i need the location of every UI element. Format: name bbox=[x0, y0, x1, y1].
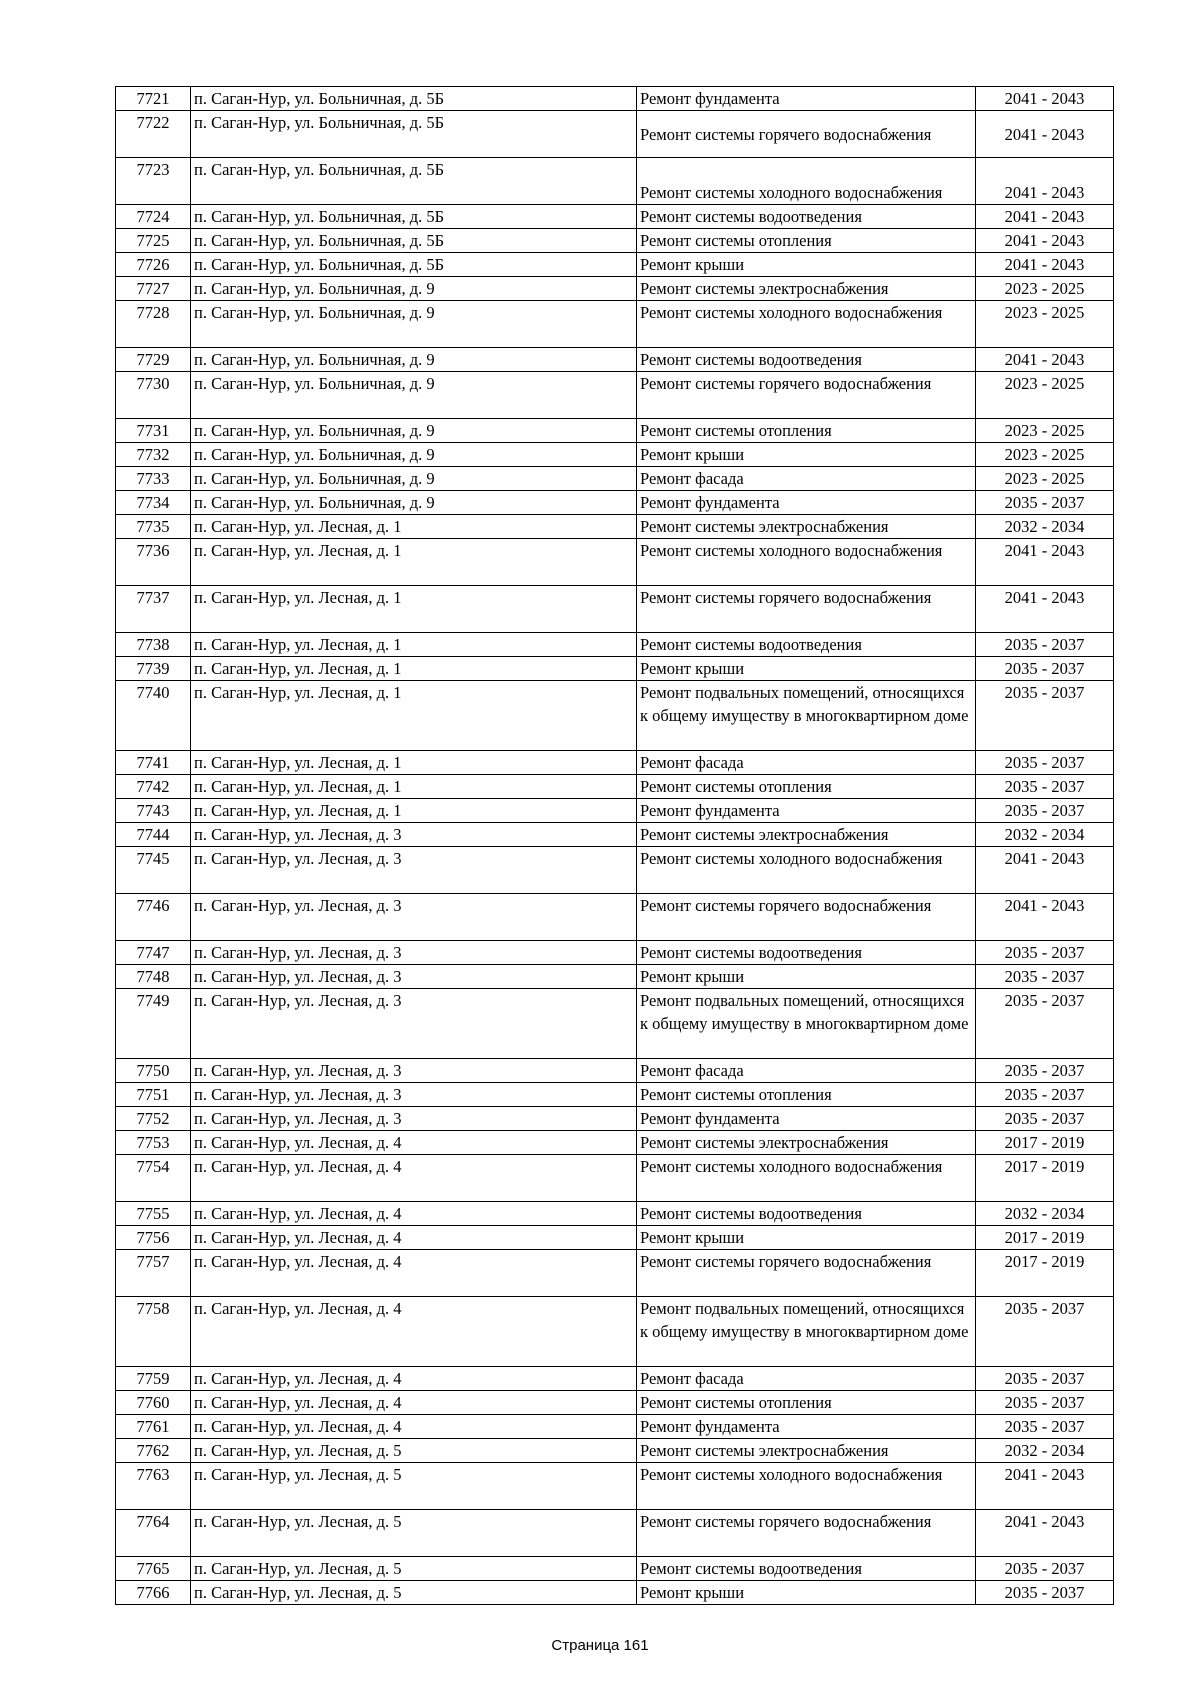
address-cell: п. Саган-Нур, ул. Больничная, д. 9 bbox=[191, 277, 637, 301]
table-row bbox=[116, 111, 1114, 158]
period-cell: 2032 - 2034 bbox=[976, 823, 1114, 847]
row-number: 7764 bbox=[116, 1510, 191, 1557]
work-type-cell: Ремонт системы электроснабжения bbox=[637, 277, 976, 301]
row-number: 7730 bbox=[116, 372, 191, 419]
row-number: 7762 bbox=[116, 1439, 191, 1463]
address-cell: п. Саган-Нур, ул. Лесная, д. 5 bbox=[191, 1510, 637, 1557]
period-cell: 2041 - 2043 bbox=[976, 348, 1114, 372]
row-number: 7738 bbox=[116, 633, 191, 657]
table-row bbox=[116, 1083, 1114, 1107]
table-row bbox=[116, 229, 1114, 253]
row-number: 7745 bbox=[116, 847, 191, 894]
period-cell: 2041 - 2043 bbox=[976, 111, 1114, 158]
work-type-cell: Ремонт системы водоотведения bbox=[637, 941, 976, 965]
address-cell: п. Саган-Нур, ул. Лесная, д. 3 bbox=[191, 847, 637, 894]
table-row bbox=[116, 277, 1114, 301]
address-cell: п. Саган-Нур, ул. Лесная, д. 1 bbox=[191, 775, 637, 799]
table-row bbox=[116, 1297, 1114, 1367]
row-number: 7766 bbox=[116, 1581, 191, 1605]
work-type-cell: Ремонт системы холодного водоснабжения bbox=[637, 158, 976, 205]
period-cell: 2041 - 2043 bbox=[976, 229, 1114, 253]
work-type-cell: Ремонт системы водоотведения bbox=[637, 1557, 976, 1581]
period-cell: 2035 - 2037 bbox=[976, 775, 1114, 799]
work-type-cell: Ремонт фундамента bbox=[637, 491, 976, 515]
address-cell: п. Саган-Нур, ул. Лесная, д. 3 bbox=[191, 941, 637, 965]
table-row bbox=[116, 1510, 1114, 1557]
table-row bbox=[116, 1439, 1114, 1463]
work-type-cell: Ремонт фасада bbox=[637, 1059, 976, 1083]
period-cell: 2017 - 2019 bbox=[976, 1155, 1114, 1202]
work-type-cell: Ремонт крыши bbox=[637, 1226, 976, 1250]
work-type-cell: Ремонт фасада bbox=[637, 1367, 976, 1391]
address-cell: п. Саган-Нур, ул. Лесная, д. 5 bbox=[191, 1557, 637, 1581]
table-row bbox=[116, 847, 1114, 894]
row-number: 7739 bbox=[116, 657, 191, 681]
address-cell: п. Саган-Нур, ул. Больничная, д. 9 bbox=[191, 372, 637, 419]
row-number: 7748 bbox=[116, 965, 191, 989]
table-row bbox=[116, 989, 1114, 1059]
address-cell: п. Саган-Нур, ул. Лесная, д. 3 bbox=[191, 894, 637, 941]
address-cell: п. Саган-Нур, ул. Больничная, д. 9 bbox=[191, 301, 637, 348]
address-cell: п. Саган-Нур, ул. Больничная, д. 9 bbox=[191, 443, 637, 467]
row-number: 7732 bbox=[116, 443, 191, 467]
row-number: 7757 bbox=[116, 1250, 191, 1297]
table-row bbox=[116, 1391, 1114, 1415]
work-type-cell: Ремонт крыши bbox=[637, 1581, 976, 1605]
table-row bbox=[116, 823, 1114, 847]
work-type-cell: Ремонт системы холодного водоснабжения bbox=[637, 539, 976, 586]
table-row bbox=[116, 681, 1114, 751]
address-cell: п. Саган-Нур, ул. Лесная, д. 4 bbox=[191, 1250, 637, 1297]
period-cell: 2035 - 2037 bbox=[976, 989, 1114, 1059]
period-cell: 2035 - 2037 bbox=[976, 657, 1114, 681]
row-number: 7726 bbox=[116, 253, 191, 277]
row-number: 7729 bbox=[116, 348, 191, 372]
address-cell: п. Саган-Нур, ул. Больничная, д. 9 bbox=[191, 348, 637, 372]
row-number: 7753 bbox=[116, 1131, 191, 1155]
address-cell: п. Саган-Нур, ул. Больничная, д. 5Б bbox=[191, 87, 637, 111]
table-row bbox=[116, 1557, 1114, 1581]
address-cell: п. Саган-Нур, ул. Лесная, д. 1 bbox=[191, 515, 637, 539]
work-type-cell: Ремонт системы горячего водоснабжения bbox=[637, 372, 976, 419]
address-cell: п. Саган-Нур, ул. Лесная, д. 4 bbox=[191, 1297, 637, 1367]
period-cell: 2041 - 2043 bbox=[976, 894, 1114, 941]
address-cell: п. Саган-Нур, ул. Больничная, д. 5Б bbox=[191, 205, 637, 229]
period-cell: 2041 - 2043 bbox=[976, 1510, 1114, 1557]
row-number: 7755 bbox=[116, 1202, 191, 1226]
table-row bbox=[116, 633, 1114, 657]
address-cell: п. Саган-Нур, ул. Лесная, д. 4 bbox=[191, 1367, 637, 1391]
table-row bbox=[116, 1107, 1114, 1131]
row-number: 7723 bbox=[116, 158, 191, 205]
work-type-cell: Ремонт системы горячего водоснабжения bbox=[637, 1250, 976, 1297]
address-cell: п. Саган-Нур, ул. Лесная, д. 3 bbox=[191, 1059, 637, 1083]
work-type-cell: Ремонт фундамента bbox=[637, 799, 976, 823]
work-type-cell: Ремонт фундамента bbox=[637, 87, 976, 111]
period-cell: 2035 - 2037 bbox=[976, 941, 1114, 965]
row-number: 7737 bbox=[116, 586, 191, 633]
work-type-cell: Ремонт крыши bbox=[637, 253, 976, 277]
row-number: 7724 bbox=[116, 205, 191, 229]
table-row bbox=[116, 775, 1114, 799]
period-cell: 2032 - 2034 bbox=[976, 515, 1114, 539]
table-row bbox=[116, 1059, 1114, 1083]
work-type-cell: Ремонт подвальных помещений, относящихся к общему имуществу в многоквартирном доме bbox=[637, 1297, 976, 1367]
period-cell: 2023 - 2025 bbox=[976, 419, 1114, 443]
address-cell: п. Саган-Нур, ул. Лесная, д. 1 bbox=[191, 633, 637, 657]
row-number: 7725 bbox=[116, 229, 191, 253]
table-row bbox=[116, 586, 1114, 633]
period-cell: 2035 - 2037 bbox=[976, 1557, 1114, 1581]
address-cell: п. Саган-Нур, ул. Лесная, д. 3 bbox=[191, 989, 637, 1059]
row-number: 7747 bbox=[116, 941, 191, 965]
row-number: 7742 bbox=[116, 775, 191, 799]
table-row bbox=[116, 515, 1114, 539]
period-cell: 2035 - 2037 bbox=[976, 1367, 1114, 1391]
row-number: 7743 bbox=[116, 799, 191, 823]
address-cell: п. Саган-Нур, ул. Лесная, д. 1 bbox=[191, 586, 637, 633]
work-type-cell: Ремонт системы электроснабжения bbox=[637, 1131, 976, 1155]
address-cell: п. Саган-Нур, ул. Лесная, д. 4 bbox=[191, 1202, 637, 1226]
table-row bbox=[116, 372, 1114, 419]
address-cell: п. Саган-Нур, ул. Лесная, д. 4 bbox=[191, 1415, 637, 1439]
row-number: 7754 bbox=[116, 1155, 191, 1202]
work-type-cell: Ремонт системы горячего водоснабжения bbox=[637, 894, 976, 941]
work-type-cell: Ремонт системы холодного водоснабжения bbox=[637, 1155, 976, 1202]
address-cell: п. Саган-Нур, ул. Лесная, д. 1 bbox=[191, 751, 637, 775]
row-number: 7721 bbox=[116, 87, 191, 111]
work-type-cell: Ремонт системы холодного водоснабжения bbox=[637, 301, 976, 348]
address-cell: п. Саган-Нур, ул. Больничная, д. 5Б bbox=[191, 111, 637, 158]
address-cell: п. Саган-Нур, ул. Лесная, д. 4 bbox=[191, 1226, 637, 1250]
row-number: 7733 bbox=[116, 467, 191, 491]
period-cell: 2035 - 2037 bbox=[976, 751, 1114, 775]
work-type-cell: Ремонт системы горячего водоснабжения bbox=[637, 1510, 976, 1557]
work-type-cell: Ремонт крыши bbox=[637, 965, 976, 989]
table-row bbox=[116, 1250, 1114, 1297]
work-type-cell: Ремонт фасада bbox=[637, 751, 976, 775]
row-number: 7751 bbox=[116, 1083, 191, 1107]
address-cell: п. Саган-Нур, ул. Больничная, д. 9 bbox=[191, 419, 637, 443]
work-type-cell: Ремонт системы электроснабжения bbox=[637, 515, 976, 539]
address-cell: п. Саган-Нур, ул. Лесная, д. 5 bbox=[191, 1439, 637, 1463]
row-number: 7763 bbox=[116, 1463, 191, 1510]
work-type-cell: Ремонт системы отопления bbox=[637, 1083, 976, 1107]
period-cell: 2023 - 2025 bbox=[976, 301, 1114, 348]
table-row bbox=[116, 1226, 1114, 1250]
period-cell: 2023 - 2025 bbox=[976, 277, 1114, 301]
period-cell: 2035 - 2037 bbox=[976, 633, 1114, 657]
table-row bbox=[116, 751, 1114, 775]
period-cell: 2035 - 2037 bbox=[976, 1391, 1114, 1415]
period-cell: 2017 - 2019 bbox=[976, 1250, 1114, 1297]
table-row bbox=[116, 1581, 1114, 1605]
period-cell: 2023 - 2025 bbox=[976, 467, 1114, 491]
row-number: 7761 bbox=[116, 1415, 191, 1439]
table-row bbox=[116, 1367, 1114, 1391]
period-cell: 2035 - 2037 bbox=[976, 1415, 1114, 1439]
period-cell: 2035 - 2037 bbox=[976, 1107, 1114, 1131]
work-type-cell: Ремонт системы горячего водоснабжения bbox=[637, 111, 976, 158]
table-row bbox=[116, 348, 1114, 372]
work-type-cell: Ремонт системы электроснабжения bbox=[637, 823, 976, 847]
address-cell: п. Саган-Нур, ул. Больничная, д. 9 bbox=[191, 467, 637, 491]
address-cell: п. Саган-Нур, ул. Лесная, д. 4 bbox=[191, 1131, 637, 1155]
period-cell: 2041 - 2043 bbox=[976, 586, 1114, 633]
address-cell: п. Саган-Нур, ул. Лесная, д. 4 bbox=[191, 1391, 637, 1415]
table-row bbox=[116, 443, 1114, 467]
address-cell: п. Саган-Нур, ул. Лесная, д. 4 bbox=[191, 1155, 637, 1202]
work-type-cell: Ремонт системы водоотведения bbox=[637, 1202, 976, 1226]
work-type-cell: Ремонт крыши bbox=[637, 443, 976, 467]
address-cell: п. Саган-Нур, ул. Лесная, д. 3 bbox=[191, 823, 637, 847]
period-cell: 2041 - 2043 bbox=[976, 1463, 1114, 1510]
address-cell: п. Саган-Нур, ул. Больничная, д. 5Б bbox=[191, 229, 637, 253]
row-number: 7760 bbox=[116, 1391, 191, 1415]
period-cell: 2041 - 2043 bbox=[976, 87, 1114, 111]
period-cell: 2032 - 2034 bbox=[976, 1202, 1114, 1226]
period-cell: 2032 - 2034 bbox=[976, 1439, 1114, 1463]
work-type-cell: Ремонт системы водоотведения bbox=[637, 348, 976, 372]
table-row bbox=[116, 205, 1114, 229]
row-number: 7758 bbox=[116, 1297, 191, 1367]
period-cell: 2035 - 2037 bbox=[976, 799, 1114, 823]
work-type-cell: Ремонт системы водоотведения bbox=[637, 205, 976, 229]
table-row bbox=[116, 87, 1114, 111]
work-type-cell: Ремонт системы отопления bbox=[637, 229, 976, 253]
period-cell: 2035 - 2037 bbox=[976, 1083, 1114, 1107]
work-type-cell: Ремонт системы водоотведения bbox=[637, 633, 976, 657]
period-cell: 2041 - 2043 bbox=[976, 847, 1114, 894]
address-cell: п. Саган-Нур, ул. Лесная, д. 1 bbox=[191, 539, 637, 586]
row-number: 7744 bbox=[116, 823, 191, 847]
table-row bbox=[116, 1131, 1114, 1155]
table-row bbox=[116, 419, 1114, 443]
table-row bbox=[116, 253, 1114, 277]
period-cell: 2023 - 2025 bbox=[976, 372, 1114, 419]
work-type-cell: Ремонт системы отопления bbox=[637, 775, 976, 799]
period-cell: 2017 - 2019 bbox=[976, 1226, 1114, 1250]
table-row bbox=[116, 301, 1114, 348]
row-number: 7734 bbox=[116, 491, 191, 515]
row-number: 7728 bbox=[116, 301, 191, 348]
address-cell: п. Саган-Нур, ул. Лесная, д. 1 bbox=[191, 799, 637, 823]
work-type-cell: Ремонт системы отопления bbox=[637, 1391, 976, 1415]
work-type-cell: Ремонт фундамента bbox=[637, 1107, 976, 1131]
address-cell: п. Саган-Нур, ул. Лесная, д. 1 bbox=[191, 681, 637, 751]
period-cell: 2035 - 2037 bbox=[976, 965, 1114, 989]
table-row bbox=[116, 941, 1114, 965]
table-row bbox=[116, 965, 1114, 989]
period-cell: 2041 - 2043 bbox=[976, 158, 1114, 205]
work-type-cell: Ремонт фундамента bbox=[637, 1415, 976, 1439]
work-type-cell: Ремонт системы электроснабжения bbox=[637, 1439, 976, 1463]
work-type-cell: Ремонт системы горячего водоснабжения bbox=[637, 586, 976, 633]
repair-schedule-sheet bbox=[115, 86, 1113, 1605]
period-cell: 2035 - 2037 bbox=[976, 1297, 1114, 1367]
period-cell: 2041 - 2043 bbox=[976, 253, 1114, 277]
period-cell: 2017 - 2019 bbox=[976, 1131, 1114, 1155]
row-number: 7759 bbox=[116, 1367, 191, 1391]
work-type-cell: Ремонт системы холодного водоснабжения bbox=[637, 1463, 976, 1510]
work-type-cell: Ремонт системы холодного водоснабжения bbox=[637, 847, 976, 894]
address-cell: п. Саган-Нур, ул. Лесная, д. 3 bbox=[191, 1083, 637, 1107]
table-row bbox=[116, 1415, 1114, 1439]
row-number: 7731 bbox=[116, 419, 191, 443]
address-cell: п. Саган-Нур, ул. Больничная, д. 5Б bbox=[191, 158, 637, 205]
address-cell: п. Саган-Нур, ул. Лесная, д. 3 bbox=[191, 1107, 637, 1131]
table-row bbox=[116, 1202, 1114, 1226]
table-row bbox=[116, 894, 1114, 941]
period-cell: 2041 - 2043 bbox=[976, 205, 1114, 229]
table-row bbox=[116, 158, 1114, 205]
row-number: 7727 bbox=[116, 277, 191, 301]
period-cell: 2023 - 2025 bbox=[976, 443, 1114, 467]
row-number: 7746 bbox=[116, 894, 191, 941]
table-row bbox=[116, 491, 1114, 515]
row-number: 7752 bbox=[116, 1107, 191, 1131]
row-number: 7722 bbox=[116, 111, 191, 158]
address-cell: п. Саган-Нур, ул. Больничная, д. 9 bbox=[191, 491, 637, 515]
work-type-cell: Ремонт фасада bbox=[637, 467, 976, 491]
table-row bbox=[116, 1155, 1114, 1202]
row-number: 7756 bbox=[116, 1226, 191, 1250]
period-cell: 2041 - 2043 bbox=[976, 539, 1114, 586]
period-cell: 2035 - 2037 bbox=[976, 491, 1114, 515]
table-row bbox=[116, 799, 1114, 823]
row-number: 7750 bbox=[116, 1059, 191, 1083]
address-cell: п. Саган-Нур, ул. Лесная, д. 5 bbox=[191, 1463, 637, 1510]
table-row bbox=[116, 539, 1114, 586]
work-type-cell: Ремонт крыши bbox=[637, 657, 976, 681]
table-row bbox=[116, 1463, 1114, 1510]
row-number: 7735 bbox=[116, 515, 191, 539]
repair-schedule-table bbox=[115, 86, 1114, 1605]
work-type-cell: Ремонт системы отопления bbox=[637, 419, 976, 443]
address-cell: п. Саган-Нур, ул. Лесная, д. 3 bbox=[191, 965, 637, 989]
row-number: 7741 bbox=[116, 751, 191, 775]
row-number: 7765 bbox=[116, 1557, 191, 1581]
address-cell: п. Саган-Нур, ул. Лесная, д. 5 bbox=[191, 1581, 637, 1605]
page-number: Страница 161 bbox=[551, 1637, 649, 1654]
period-cell: 2035 - 2037 bbox=[976, 1059, 1114, 1083]
period-cell: 2035 - 2037 bbox=[976, 681, 1114, 751]
row-number: 7740 bbox=[116, 681, 191, 751]
row-number: 7749 bbox=[116, 989, 191, 1059]
address-cell: п. Саган-Нур, ул. Лесная, д. 1 bbox=[191, 657, 637, 681]
row-number: 7736 bbox=[116, 539, 191, 586]
work-type-cell: Ремонт подвальных помещений, относящихся к общему имуществу в многоквартирном доме bbox=[637, 681, 976, 751]
address-cell: п. Саган-Нур, ул. Больничная, д. 5Б bbox=[191, 253, 637, 277]
table-row bbox=[116, 657, 1114, 681]
work-type-cell: Ремонт подвальных помещений, относящихся к общему имуществу в многоквартирном доме bbox=[637, 989, 976, 1059]
table-row bbox=[116, 467, 1114, 491]
period-cell: 2035 - 2037 bbox=[976, 1581, 1114, 1605]
